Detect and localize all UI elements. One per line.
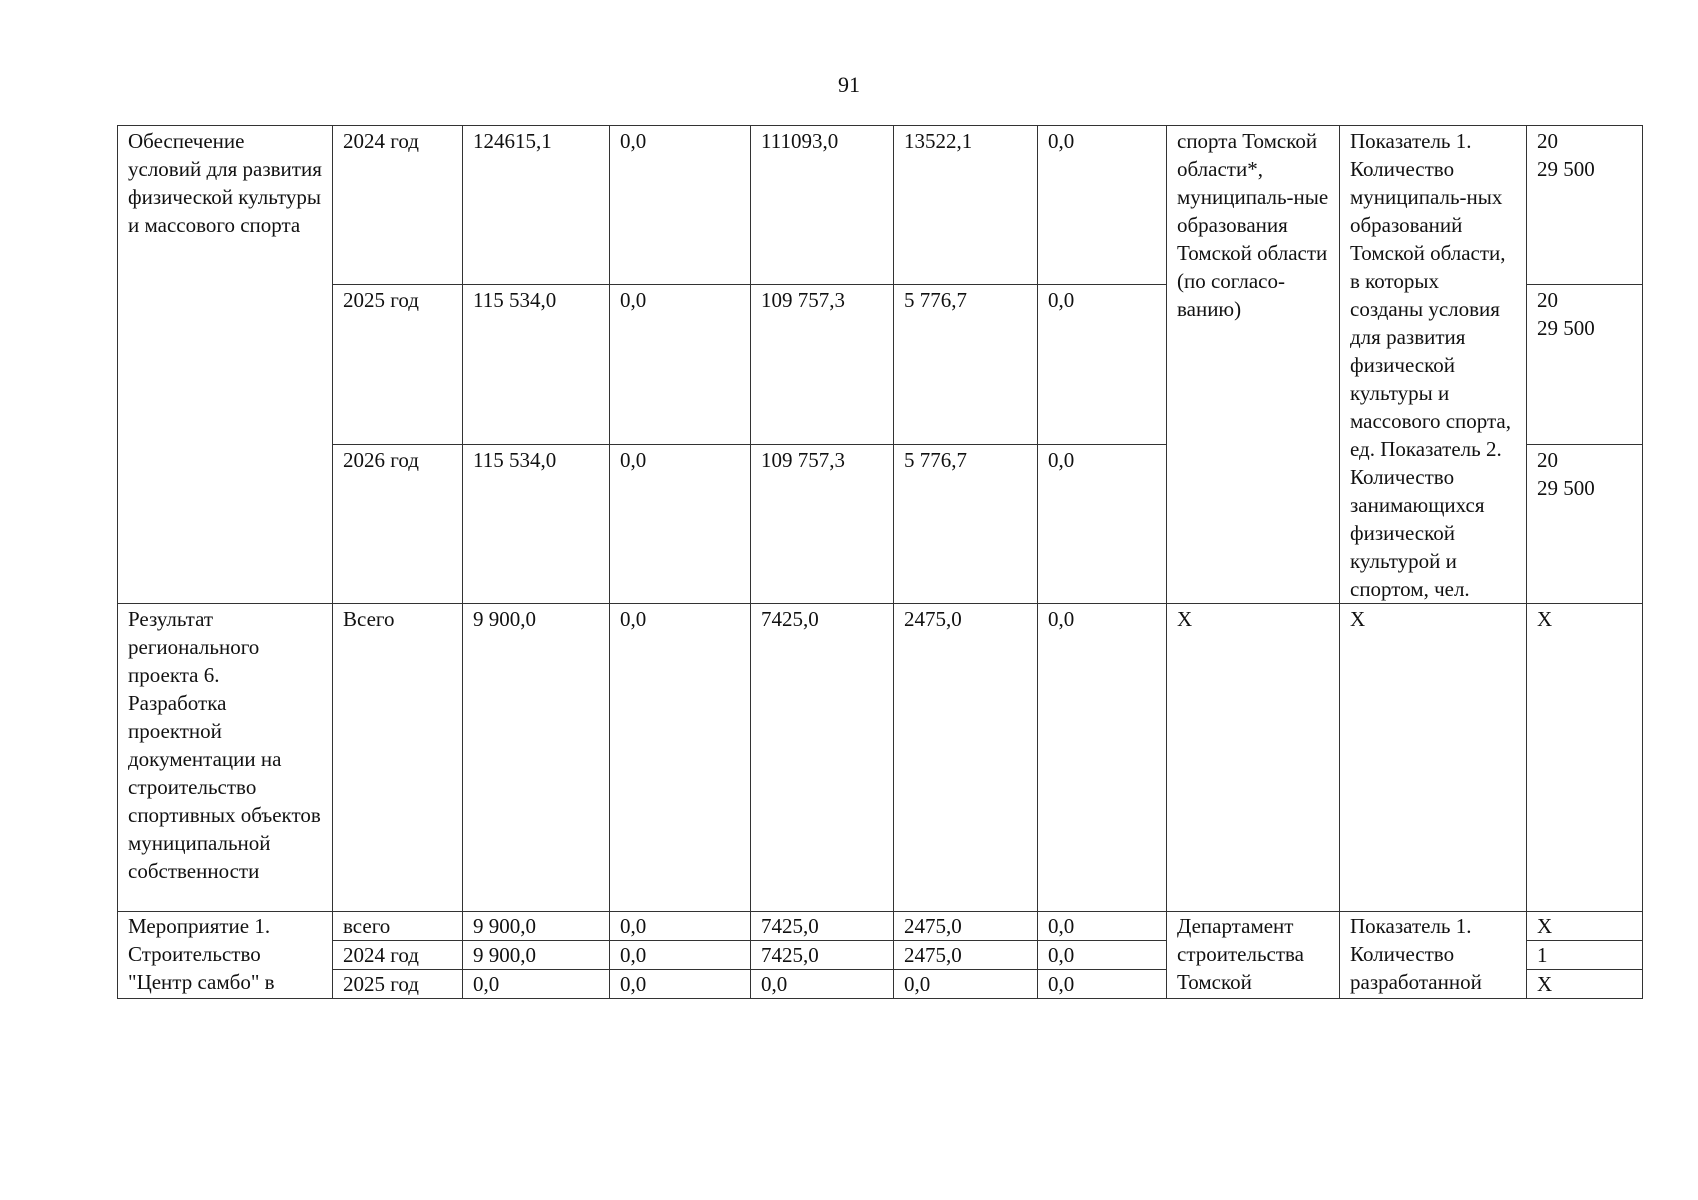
federal-budget-cell: 0,0: [610, 604, 751, 912]
municipal-budget-cell: 2475,0: [894, 941, 1038, 970]
municipal-budget-cell: 5 776,7: [894, 285, 1038, 444]
indicator-cell: Показатель 1. Количество разработанной: [1340, 912, 1527, 999]
indicator-value-cell: 20 29 500: [1527, 444, 1643, 603]
other-sources-cell: 0,0: [1038, 970, 1167, 999]
indicator-value-cell: Х: [1527, 970, 1643, 999]
indicator-cell: Х: [1340, 604, 1527, 912]
municipal-budget-cell: 2475,0: [894, 604, 1038, 912]
period-cell: 2025 год: [333, 285, 463, 444]
regional-budget-cell: 109 757,3: [751, 285, 894, 444]
activity-name-cell: Обеспечение условий для развития физической культуры и массового спорта: [118, 126, 333, 604]
activity-name-cell: Мероприятие 1. Строительство "Центр самбо" в: [118, 912, 333, 999]
indicator-value-cell: 20 29 500: [1527, 126, 1643, 285]
regional-budget-cell: 0,0: [751, 970, 894, 999]
period-cell: 2025 год: [333, 970, 463, 999]
regional-budget-cell: 109 757,3: [751, 444, 894, 603]
period-cell: 2024 год: [333, 126, 463, 285]
period-cell: 2026 год: [333, 444, 463, 603]
municipal-budget-cell: 0,0: [894, 970, 1038, 999]
result-name-cell: Результат регионального проекта 6. Разработка проектной документации на строительство спортивных объектов муниципальной собственности: [118, 604, 333, 912]
other-sources-cell: 0,0: [1038, 285, 1167, 444]
table-row: [118, 604, 1643, 912]
municipal-budget-cell: 13522,1: [894, 126, 1038, 285]
other-sources-cell: 0,0: [1038, 126, 1167, 285]
indicator-value-cell: 20 29 500: [1527, 285, 1643, 444]
federal-budget-cell: 0,0: [610, 126, 751, 285]
federal-budget-cell: 0,0: [610, 285, 751, 444]
total-cell: 0,0: [463, 970, 610, 999]
municipal-budget-cell: 5 776,7: [894, 444, 1038, 603]
executor-cell: Х: [1167, 604, 1340, 912]
executor-cell: Департамент строительства Томской: [1167, 912, 1340, 999]
federal-budget-cell: 0,0: [610, 970, 751, 999]
federal-budget-cell: 0,0: [610, 912, 751, 941]
indicator-cell: Показатель 1. Количество муниципаль-ных образований Томской области, в которых созданы условия для развития физической культуры и массового спорта, ед. Показатель 2. Количество занимающихся физической культурой и спортом, чел.: [1340, 126, 1527, 604]
total-cell: 9 900,0: [463, 912, 610, 941]
indicator-value-cell: 1: [1527, 941, 1643, 970]
other-sources-cell: 0,0: [1038, 444, 1167, 603]
regional-budget-cell: 7425,0: [751, 941, 894, 970]
municipal-budget-cell: 2475,0: [894, 912, 1038, 941]
executor-cell: спорта Томской области*, муниципаль-ные образования Томской области (по согласо-ванию): [1167, 126, 1340, 604]
indicator-value-cell: Х: [1527, 604, 1643, 912]
total-cell: 115 534,0: [463, 444, 610, 603]
indicator-value-cell: Х: [1527, 912, 1643, 941]
federal-budget-cell: 0,0: [610, 444, 751, 603]
regional-budget-cell: 7425,0: [751, 912, 894, 941]
other-sources-cell: 0,0: [1038, 912, 1167, 941]
total-cell: 9 900,0: [463, 604, 610, 912]
federal-budget-cell: 0,0: [610, 941, 751, 970]
total-cell: 9 900,0: [463, 941, 610, 970]
period-cell: всего: [333, 912, 463, 941]
regional-budget-cell: 7425,0: [751, 604, 894, 912]
total-cell: 115 534,0: [463, 285, 610, 444]
period-cell: 2024 год: [333, 941, 463, 970]
budget-table: [117, 125, 1643, 999]
other-sources-cell: 0,0: [1038, 604, 1167, 912]
table-row: [118, 126, 1643, 285]
period-cell: Всего: [333, 604, 463, 912]
page-number: 91: [838, 72, 860, 97]
regional-budget-cell: 111093,0: [751, 126, 894, 285]
other-sources-cell: 0,0: [1038, 941, 1167, 970]
total-cell: 124615,1: [463, 126, 610, 285]
table-row: [118, 912, 1643, 941]
